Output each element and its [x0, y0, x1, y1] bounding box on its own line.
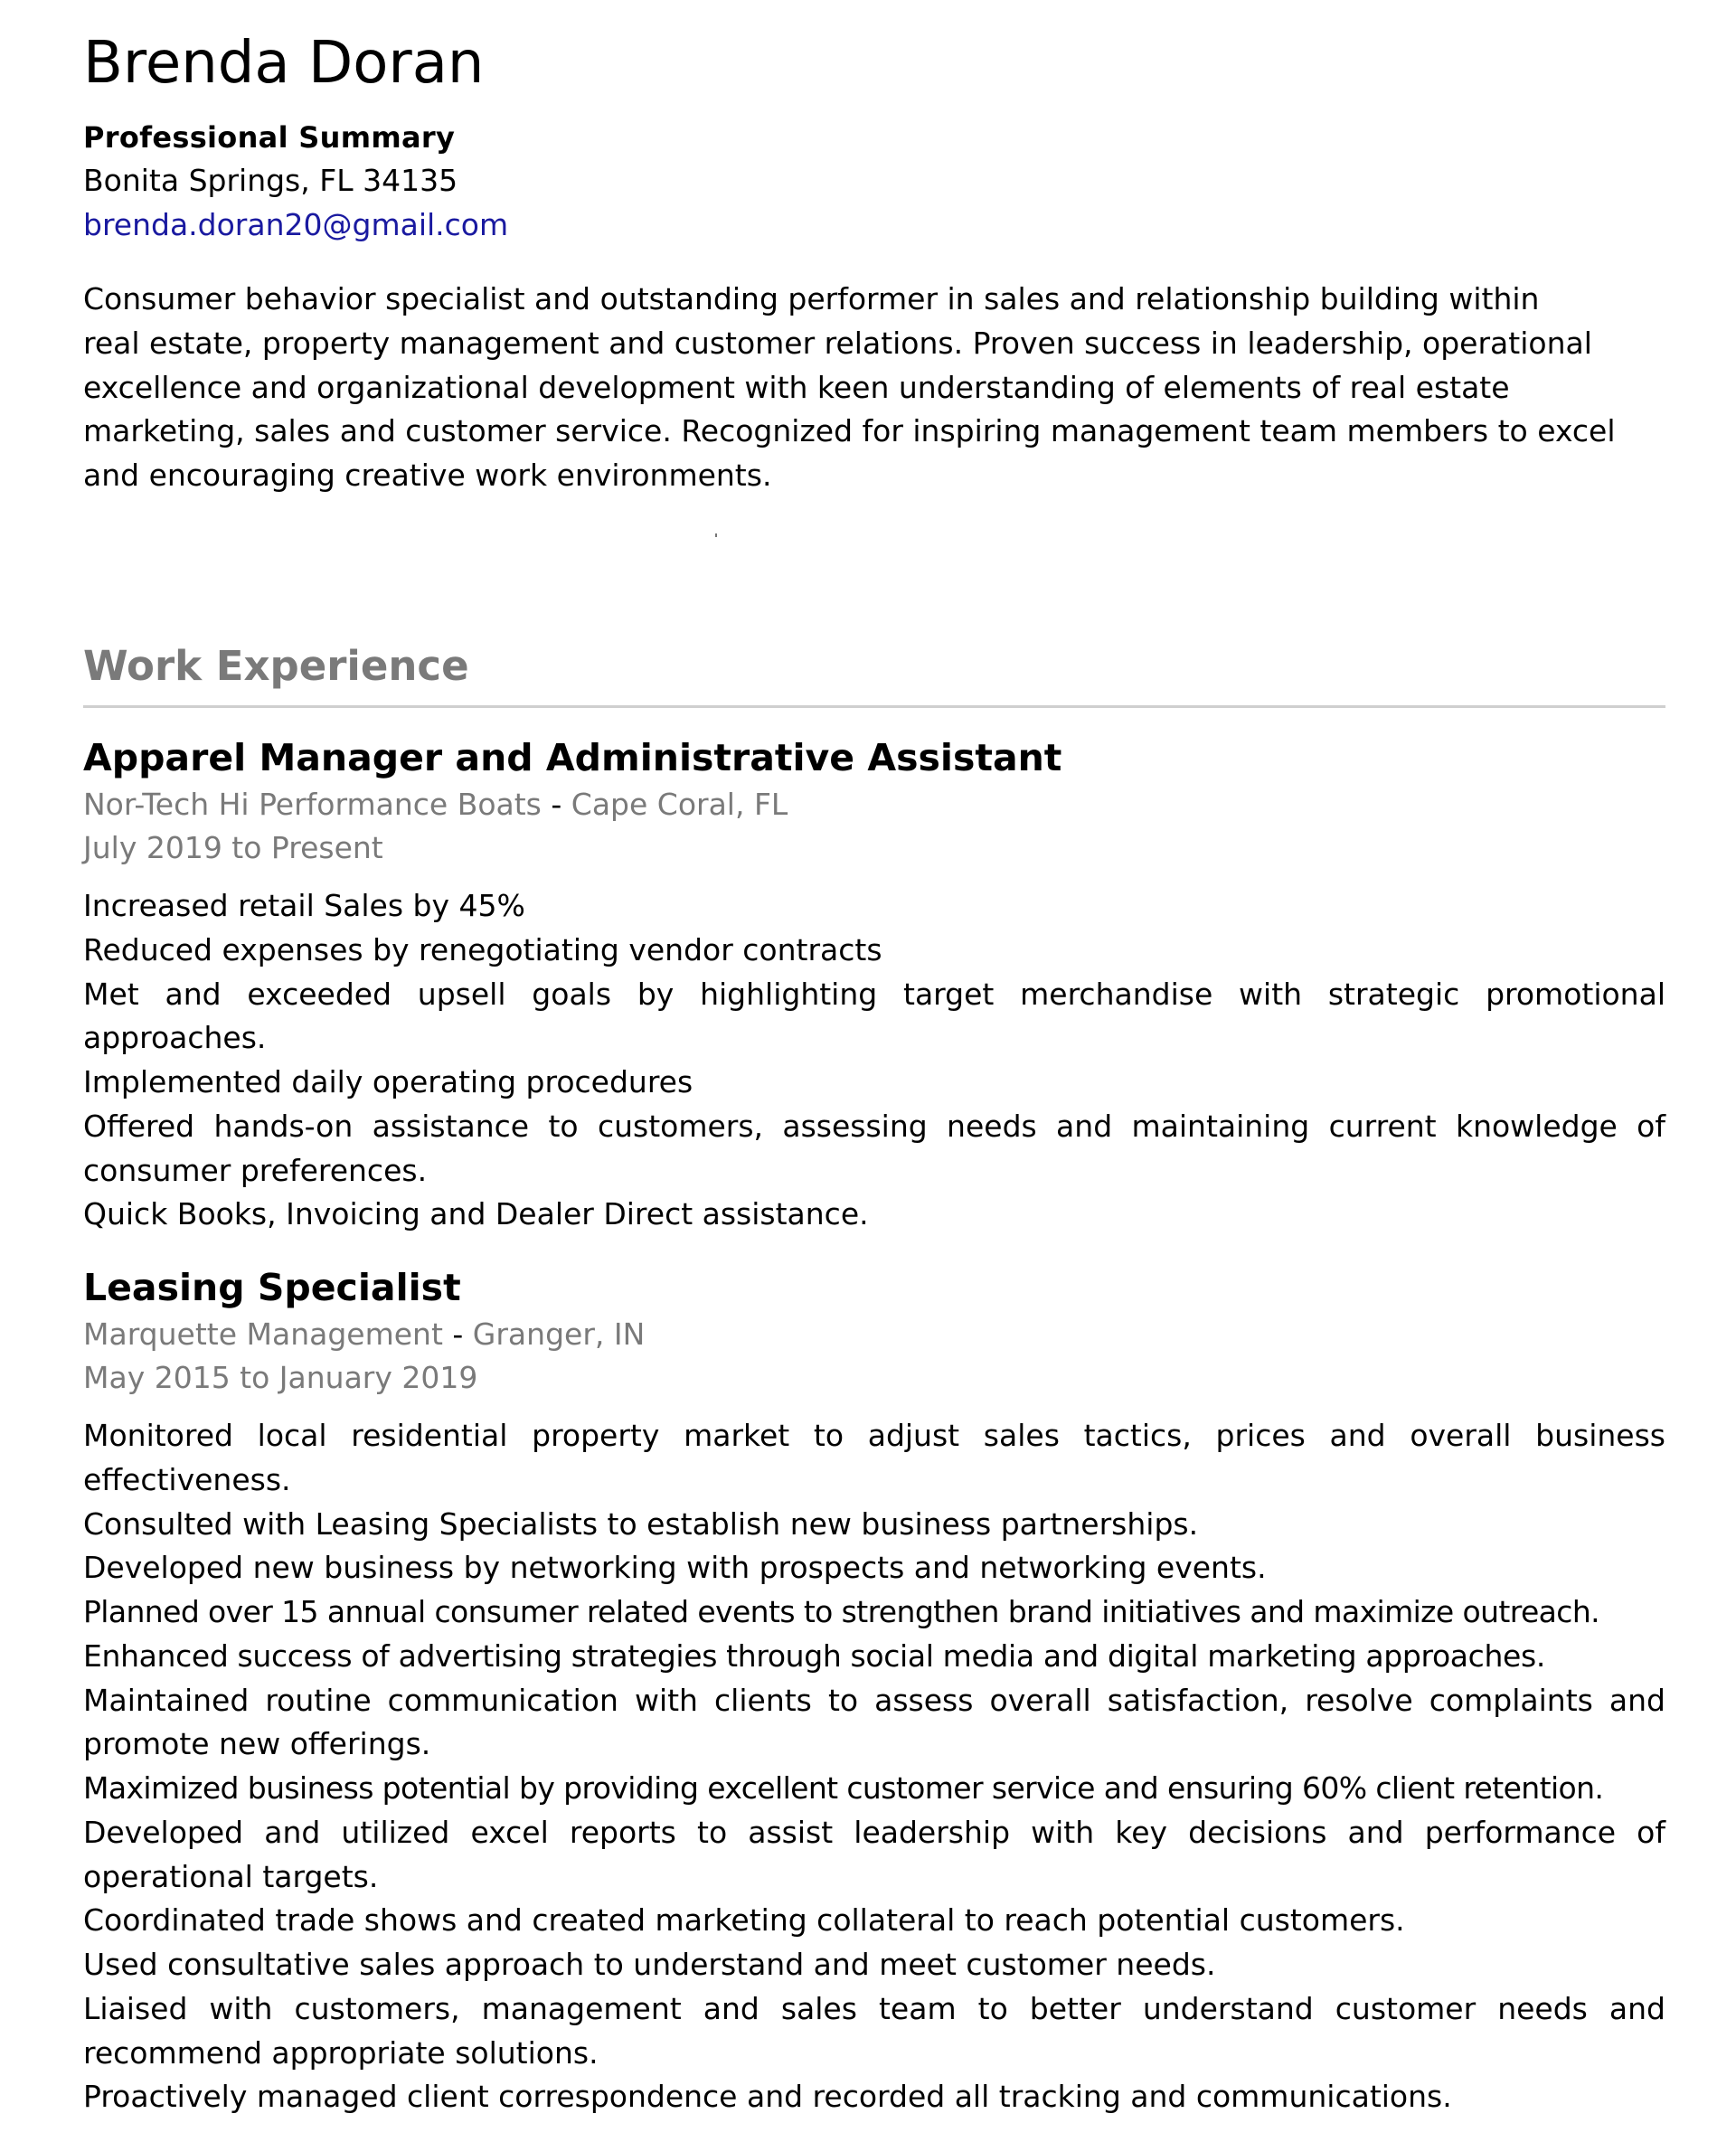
section-divider	[83, 705, 1665, 708]
list-item: Maximized business potential by providing excellent customer service and ensuring 60% client retention.	[83, 1770, 1604, 1806]
list-item: Met and exceeded upsell goals by highlighting target merchandise with strategic promotional approaches.	[83, 976, 1665, 1056]
contact-address: Bonita Springs, FL 34135	[83, 163, 458, 198]
job-location: Cape Coral, FL	[571, 787, 788, 822]
summary-line: marketing, sales and customer service. Recognized for inspiring management team members to excel	[83, 413, 1616, 449]
list-item: Implemented daily operating procedures	[83, 1064, 693, 1099]
job-company-location	[83, 783, 788, 826]
list-item: Used consultative sales approach to understand and meet customer needs.	[83, 1947, 1216, 1982]
list-item: Quick Books, Invoicing and Dealer Direct assistance.	[83, 1196, 869, 1232]
list-item: Consulted with Leasing Specialists to establish new business partnerships.	[83, 1505, 1199, 1542]
job-separator: -	[442, 1316, 473, 1352]
list-item: Liaised with customers, management and sales team to better understand customer needs and recommend appropriate solutions.	[83, 1990, 1665, 2071]
summary-paragraph	[83, 278, 1665, 498]
list-item: Monitored local residential property market to adjust sales tactics, prices and overall business effectiveness.	[83, 1418, 1665, 1497]
job-company: Marquette Management	[83, 1316, 443, 1352]
summary-line: and encouraging creative work environments.	[83, 458, 772, 494]
list-item: Increased retail Sales by 45%	[83, 888, 525, 923]
job-title: Leasing Specialist	[83, 1266, 461, 1309]
job-company: Nor-Tech Hi Performance Boats	[83, 787, 542, 822]
candidate-name: Brenda Doran	[83, 30, 485, 97]
list-item: Coordinated trade shows and created marketing collateral to reach potential customers.	[83, 1902, 1405, 1939]
job-title: Apparel Manager and Administrative Assistant	[83, 736, 1062, 779]
stray-mark	[715, 533, 717, 537]
summary-heading: Professional Summary	[83, 120, 456, 155]
job-location: Granger, IN	[472, 1316, 646, 1352]
list-item: Developed and utilized excel reports to assist leadership with key decisions and performance of operational targets.	[83, 1814, 1665, 1894]
job-responsibilities	[83, 884, 1665, 1237]
list-item: Maintained routine communication with clients to assess overall satisfaction, resolve complaints and promote new offerings.	[83, 1682, 1665, 1762]
summary-line: Consumer behavior specialist and outstanding performer in sales and relationship building within	[83, 281, 1540, 316]
list-item: Planned over 15 annual consumer related events to strengthen brand initiatives and maximize outreach.	[83, 1594, 1600, 1629]
summary-line: excellence and organizational development with keen understanding of elements of real estate	[83, 369, 1510, 405]
summary-line: real estate, property management and customer relations. Proven success in leadership, operational	[83, 325, 1592, 361]
contact-email-link[interactable]: brenda.doran20@gmail.com	[83, 207, 509, 242]
list-item: Reduced expenses by renegotiating vendor contracts	[83, 931, 882, 967]
list-item: Enhanced success of advertising strategies through social media and digital marketing approaches.	[83, 1637, 1545, 1674]
job-responsibilities	[83, 1414, 1665, 2119]
list-item: Offered hands-on assistance to customers, assessing needs and maintaining current knowledge of consumer preferences.	[83, 1108, 1665, 1188]
job-dates: July 2019 to Present	[83, 830, 383, 865]
job-company-location	[83, 1313, 645, 1356]
list-item: Proactively managed client correspondence and recorded all tracking and communications.	[83, 2079, 1452, 2115]
work-experience-heading: Work Experience	[83, 642, 469, 690]
job-separator: -	[541, 787, 571, 822]
list-item: Developed new business by networking with prospects and networking events.	[83, 1550, 1267, 1586]
job-dates: May 2015 to January 2019	[83, 1360, 478, 1395]
